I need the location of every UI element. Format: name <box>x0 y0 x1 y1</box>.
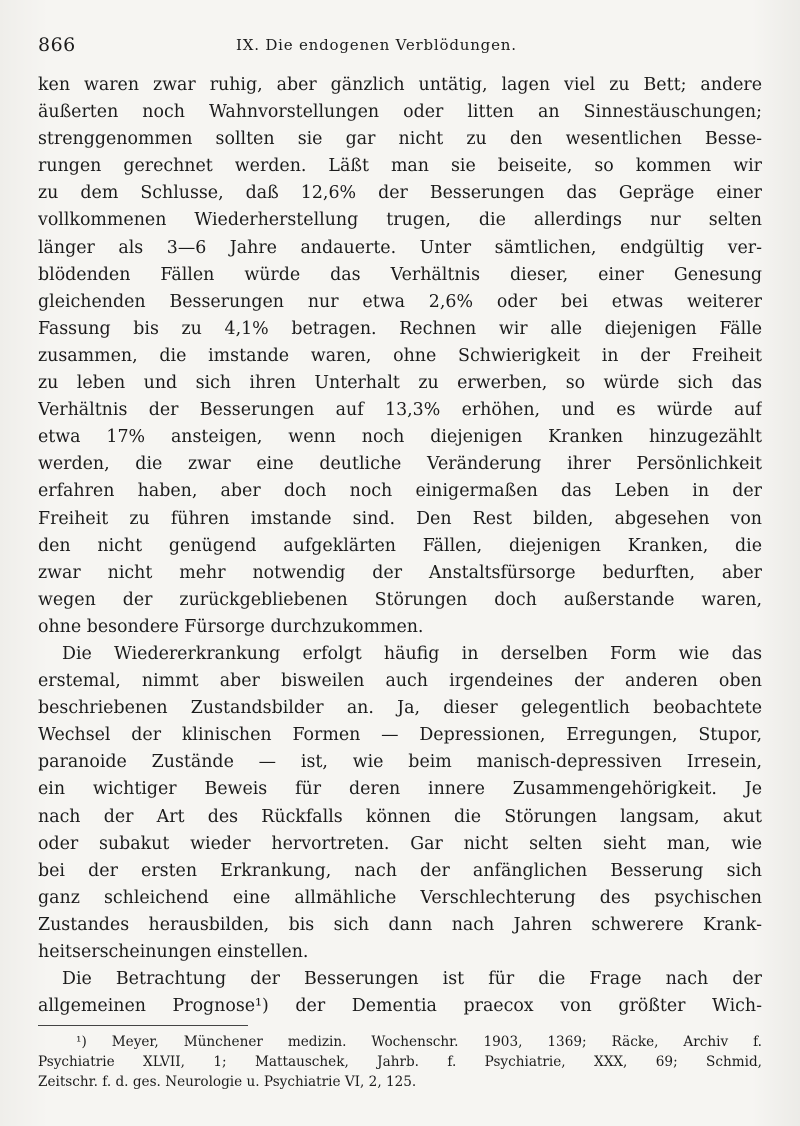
text-line: zusammen, die imstande waren, ohne Schwierigkeit in der Freiheit <box>38 345 762 366</box>
paragraph-start-line: Die Betrachtung der Besserungen ist für die Frage nach der <box>62 969 762 990</box>
running-head: IX. Die endogenen Verblödungen. <box>236 36 517 54</box>
text-line: Verhältnis der Besserungen auf 13,3% erhöhen, und es würde auf <box>38 400 762 421</box>
footnote-divider <box>38 1025 248 1026</box>
text-line: paranoide Zustände — ist, wie beim manisch-depressiven Irresein, <box>38 752 762 773</box>
page-number: 866 <box>38 34 76 56</box>
footnotes <box>38 1032 762 1092</box>
text-line: äußerten noch Wahnvorstellungen oder litten an Sinnestäuschungen; <box>38 102 762 123</box>
text-line: allgemeinen Prognose¹) der Dementia praecox von größter Wich- <box>38 996 762 1017</box>
text-line: gleichenden Besserungen nur etwa 2,6% oder bei etwas weiterer <box>38 291 762 312</box>
text-line: strenggenommen sollten sie gar nicht zu den wesentlichen Besse- <box>38 129 762 150</box>
paragraph-start-line: Die Wiedererkrankung erfolgt häufig in derselben Form wie das <box>62 643 762 664</box>
text-line: nach der Art des Rückfalls können die Störungen langsam, akut <box>38 806 762 827</box>
footnote-line: Psychiatrie XLVII, 1; Mattauschek, Jahrb. f. Psychiatrie, XXX, 69; Schmid, <box>38 1054 762 1070</box>
paragraph-end-line: heitserscheinungen einstellen. <box>38 942 309 962</box>
text-line: ein wichtiger Beweis für deren innere Zusammengehörigkeit. Je <box>38 779 762 800</box>
text-line: zu leben und sich ihren Unterhalt zu erwerben, so würde sich das <box>38 373 762 394</box>
text-line: etwa 17% ansteigen, wenn noch diejenigen Kranken hinzugezählt <box>38 427 762 448</box>
text-line: zu dem Schlusse, daß 12,6% der Besserungen das Gepräge einer <box>38 183 762 204</box>
paragraph-end-line: ohne besondere Fürsorge durchzukommen. <box>38 616 424 637</box>
text-line: vollkommenen Wiederherstellung trugen, die allerdings nur selten <box>38 210 762 231</box>
text-line: länger als 3—6 Jahre andauerte. Unter sämtlichen, endgültig ver- <box>38 237 762 258</box>
text-line: wegen der zurückgebliebenen Störungen doch außerstande waren, <box>38 589 762 610</box>
text-line: den nicht genügend aufgeklärten Fällen, diejenigen Kranken, die <box>38 535 762 556</box>
text-line: blödenden Fällen würde das Verhältnis dieser, einer Genesung <box>38 264 762 285</box>
text-line: erstemal, nimmt aber bisweilen auch irgendeines der anderen oben <box>38 671 762 692</box>
text-line: oder subakut wieder hervortreten. Gar nicht selten sieht man, wie <box>38 833 762 854</box>
text-line: bei der ersten Erkrankung, nach der anfänglichen Besserung sich <box>38 860 762 881</box>
footnote-line: ¹) Meyer, Münchener medizin. Wochenschr. 1903, 1369; Räcke, Archiv f. <box>76 1034 762 1050</box>
footnote-line: Zeitschr. f. d. ges. Neurologie u. Psychiatrie VI, 2, 125. <box>38 1074 417 1090</box>
page-header <box>38 34 762 58</box>
text-line: Fassung bis zu 4,1% betragen. Rechnen wir alle diejenigen Fälle <box>38 318 762 339</box>
body-text <box>38 72 762 1020</box>
text-line: werden, die zwar eine deutliche Veränderung ihrer Persönlichkeit <box>38 454 762 475</box>
text-line: zwar nicht mehr notwendig der Anstaltsfürsorge bedurften, aber <box>38 562 762 583</box>
text-line: Freiheit zu führen imstande sind. Den Rest bilden, abgesehen von <box>38 508 762 529</box>
text-line: rungen gerechnet werden. Läßt man sie beiseite, so kommen wir <box>38 156 762 177</box>
text-line: Wechsel der klinischen Formen — Depressionen, Erregungen, Stupor, <box>38 725 762 746</box>
text-line: Zustandes herausbilden, bis sich dann nach Jahren schwerere Krank- <box>38 914 762 935</box>
text-line: ken waren zwar ruhig, aber gänzlich untätig, lagen viel zu Bett; andere <box>38 75 762 95</box>
text-line: beschriebenen Zustandsbilder an. Ja, dieser gelegentlich beobachtete <box>38 698 762 719</box>
text-line: ganz schleichend eine allmähliche Verschlechterung des psychischen <box>38 887 762 908</box>
text-line: erfahren haben, aber doch noch einigermaßen das Leben in der <box>38 481 762 502</box>
